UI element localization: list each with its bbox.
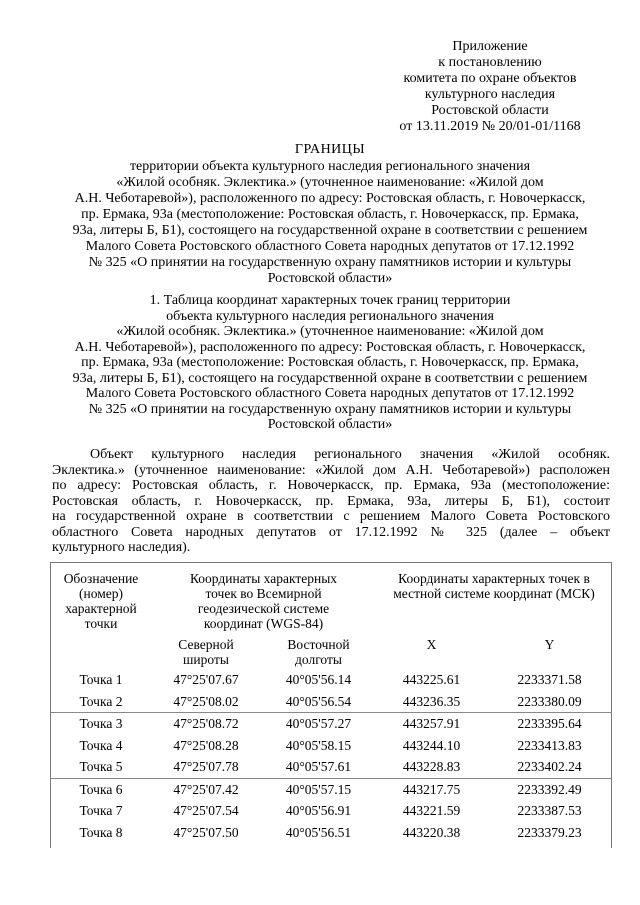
header-y: Y — [544, 637, 555, 652]
cell-lat: 47°25'07.54 — [173, 803, 239, 819]
table-title-line: Ростовской области» — [267, 417, 393, 432]
document-title-block — [50, 142, 610, 287]
title-line: № 325 «О принятии на государственную охрану памятников истории и культуры — [88, 255, 572, 270]
table-title-line: 1. Таблица координат характерных точек границ территории — [149, 293, 511, 308]
cell-lat: 47°25'07.67 — [173, 672, 239, 688]
appendix-line: комитета по охране объектов — [403, 71, 577, 86]
table-row — [51, 735, 612, 757]
cell-x: 443220.38 — [402, 824, 461, 840]
cell-name: Точка 6 — [51, 778, 151, 800]
cell-x: 443225.61 — [402, 672, 461, 688]
document-heading: ГРАНИЦЫ — [294, 142, 366, 157]
paragraph-line: по адресу: Ростовская область, г. Новочеркасск, пр. Ермака, 93а (местоположение: — [52, 478, 610, 493]
table-row — [51, 669, 612, 691]
cell-y: 2233392.49 — [487, 778, 612, 800]
cell-lon: 40°05'56.54 — [285, 693, 352, 709]
cell-lon: 40°05'56.91 — [285, 803, 352, 819]
table-row — [51, 778, 612, 800]
header-msk: Координаты характерных точек в местной системе координат (МСК) — [393, 571, 595, 601]
cell-y: 2233371.58 — [517, 672, 582, 688]
cell-x: 443236.35 — [402, 693, 461, 709]
body-paragraph — [52, 447, 610, 556]
title-line: А.Н. Чеботаревой»), расположенного по адресу: Ростовская область, г. Новочеркасск, — [74, 191, 586, 206]
cell-y: 2233379.23 — [517, 824, 582, 840]
cell-lat: 47°25'07.42 — [151, 778, 261, 800]
cell-x: 443228.83 — [402, 759, 461, 775]
cell-x: 443257.91 — [376, 713, 487, 735]
table-title-line: № 325 «О принятии на государственную охрану памятников истории и культуры — [88, 401, 572, 417]
appendix-block — [360, 39, 620, 135]
table-row — [51, 800, 612, 822]
cell-y: 2233380.09 — [517, 693, 582, 709]
table-title-block — [50, 293, 610, 433]
title-line: пр. Ермака, 93а (местоположение: Ростовская область, г. Новочеркасск, пр. Ермака, — [81, 207, 579, 222]
table-title-line: пр. Ермака, 93а (местоположение: Ростовская область, г. Новочеркасск, пр. Ермака, — [81, 355, 579, 370]
cell-name: Точка 5 — [79, 759, 123, 775]
paragraph-line: Ростовская область, г. Новочеркасск, пр. Ермака, 93а, литеры Б, Б1), состоит — [52, 493, 610, 509]
table-title-line: «Жилой особняк. Эклектика.» (уточненное наименование: «Жилой дом — [116, 324, 544, 339]
table-title-line: объекта культурного наследия регионального значения — [166, 308, 494, 324]
cell-lon: 40°05'58.15 — [285, 737, 352, 753]
paragraph-line: областного Совета народных депутатов от 17.12.1992 № 325 (далее – объект — [52, 524, 610, 540]
paragraph-line: культурного наследия). — [52, 540, 191, 555]
cell-lat: 47°25'07.78 — [173, 759, 239, 775]
paragraph-line: на государственной охране в соответствии с решением Малого Совета Ростовского — [52, 509, 610, 524]
title-line: Малого Совета Ростовского областного Совета народных депутатов от 17.12.1992 — [85, 239, 575, 254]
cell-x: 443221.59 — [402, 803, 461, 819]
appendix-line: культурного наследия — [424, 87, 556, 102]
paragraph-line: Эклектика.» (уточненное наименование: «Жилой дом А.Н. Чеботаревой») расположен — [52, 462, 610, 478]
cell-lat: 47°25'08.72 — [151, 713, 261, 735]
cell-lat: 47°25'08.28 — [173, 737, 239, 753]
cell-lon: 40°05'57.27 — [261, 713, 376, 735]
table-title-line: А.Н. Чеботаревой»), расположенного по адресу: Ростовская область, г. Новочеркасск, — [74, 339, 586, 355]
appendix-line: Приложение — [452, 39, 528, 54]
cell-name: Точка 1 — [79, 672, 123, 688]
header-wgs84: Координаты характерных точек во Всемирной геодезической системе координат (WGS-84) — [189, 571, 338, 631]
cell-lon: 40°05'56.51 — [285, 824, 352, 840]
header-longitude: Восточной долготы — [287, 637, 350, 667]
appendix-line: к постановлению — [438, 55, 542, 70]
header-latitude: Северной широты — [178, 637, 234, 667]
table-title-line: 93а, литеры Б, Б1), состоящего на государственной охране в соответствии с решением — [72, 370, 588, 386]
appendix-line: Ростовской области — [431, 103, 549, 118]
table-title-line: Малого Совета Ростовского областного Совета народных депутатов от 17.12.1992 — [85, 386, 575, 401]
table-header-row — [51, 562, 612, 631]
cell-x: 443244.10 — [402, 737, 461, 753]
appendix-date-line: от 13.11.2019 № 20/01-01/1168 — [399, 119, 581, 134]
cell-y: 2233402.24 — [517, 759, 582, 775]
cell-x: 443217.75 — [376, 778, 487, 800]
title-line: 93а, литеры Б, Б1), состоящего на государственной охране в соответствии с решением — [72, 223, 588, 238]
cell-name: Точка 7 — [79, 803, 123, 819]
cell-name: Точка 8 — [79, 824, 123, 840]
cell-y: 2233395.64 — [487, 713, 612, 735]
header-point-designation: Обозначение (номер) характерной точки — [63, 571, 139, 631]
table-row — [51, 691, 612, 713]
cell-name: Точка 4 — [79, 737, 123, 753]
table-row — [51, 713, 612, 735]
title-line: «Жилой особняк. Эклектика.» (уточненное наименование: «Жилой дом — [116, 175, 544, 190]
table-row — [51, 756, 612, 778]
cell-y: 2233413.83 — [517, 737, 582, 753]
cell-name: Точка 2 — [79, 693, 123, 709]
cell-lat: 47°25'08.02 — [173, 693, 239, 709]
cell-lon: 40°05'56.14 — [285, 672, 352, 688]
title-line: Ростовской области» — [267, 271, 393, 286]
cell-lon: 40°05'57.15 — [261, 778, 376, 800]
paragraph-line: Объект культурного наследия регионального значения «Жилой особняк. — [90, 447, 610, 462]
cell-y: 2233387.53 — [517, 803, 582, 819]
header-x: X — [426, 637, 437, 652]
cell-name: Точка 3 — [51, 713, 151, 735]
cell-lon: 40°05'57.61 — [285, 759, 352, 775]
cell-lat: 47°25'07.50 — [173, 824, 239, 840]
coordinates-table — [51, 562, 612, 843]
title-line: территории объекта культурного наследия регионального значения — [129, 159, 531, 174]
table-row — [51, 822, 612, 844]
